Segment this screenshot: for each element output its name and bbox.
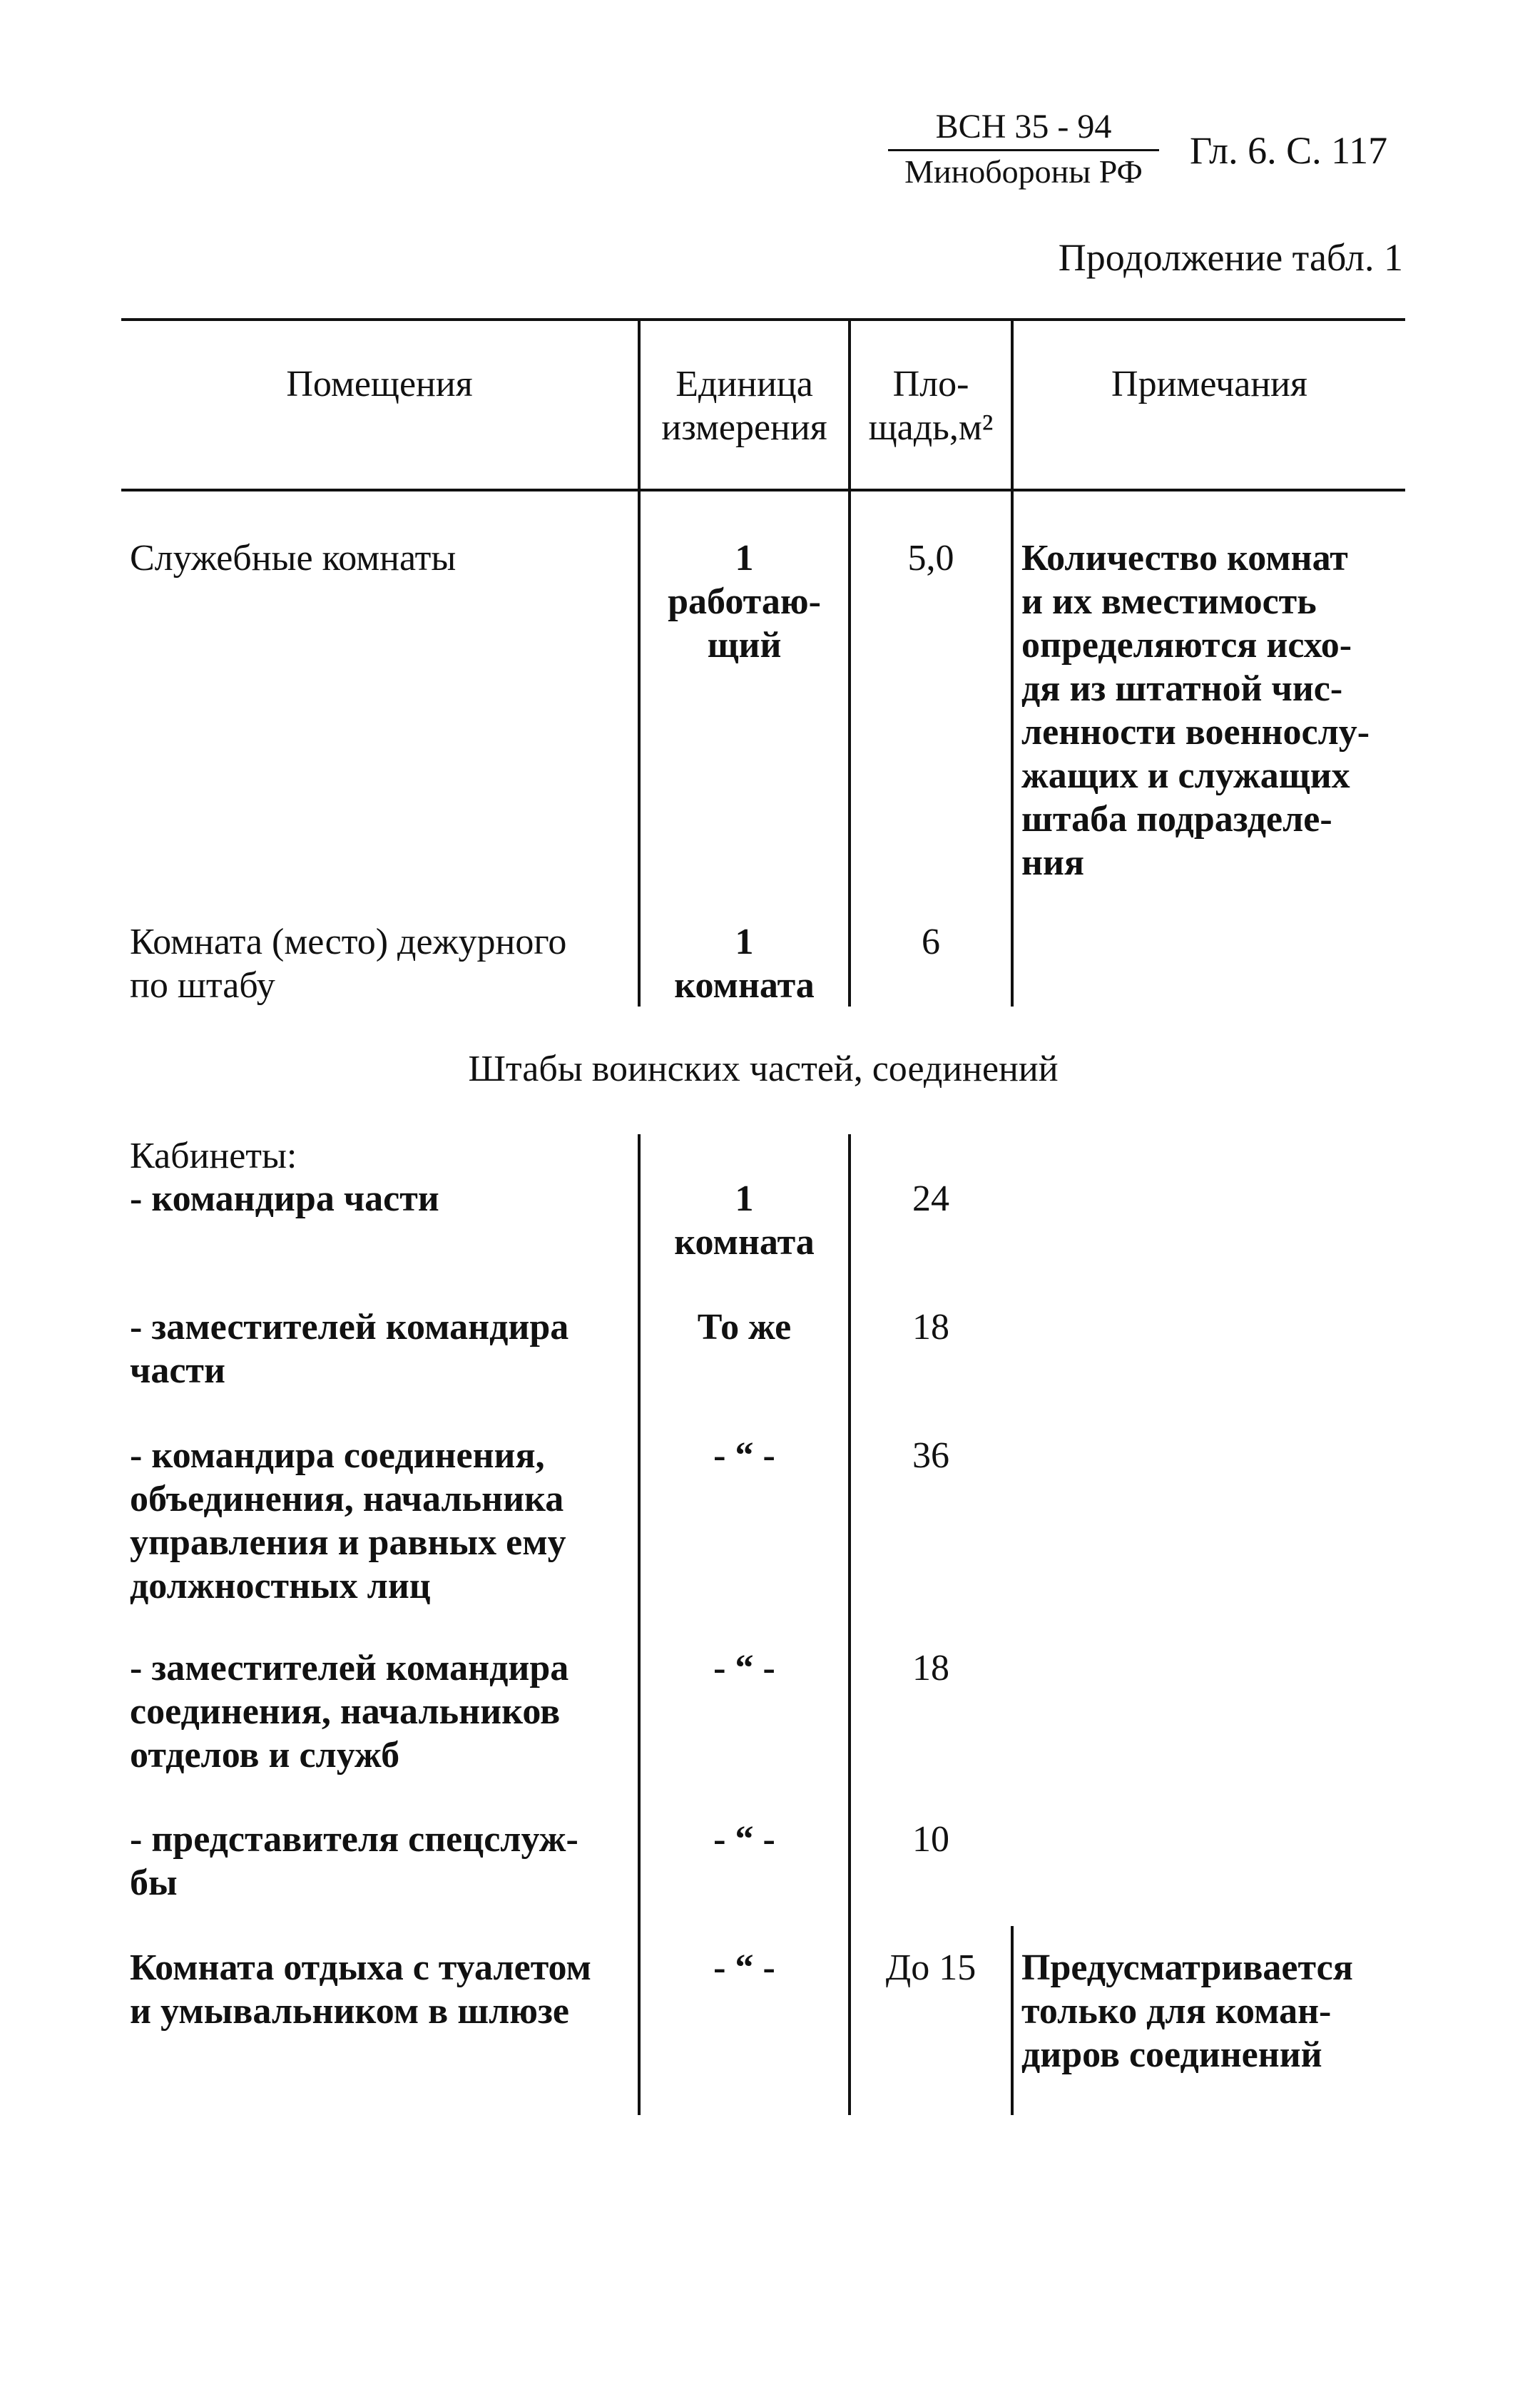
table-top-rule: [121, 318, 1405, 321]
row-unit: То же: [697, 1307, 792, 1348]
row-room: - командира соединения, объединения, начальника управления и равных ему должностных лиц: [130, 1435, 566, 1606]
page-reference: Гл. 6. С. 117: [1190, 129, 1388, 172]
row-unit: 1 комната: [674, 922, 815, 1006]
row-room: - заместителей командира соединения, начальников отделов и служб: [130, 1648, 569, 1776]
row-room: Служебные комнаты: [130, 538, 457, 579]
row-unit: 1 работаю- щий: [668, 538, 821, 666]
row-room: - представителя спецслуж- бы: [130, 1819, 578, 1903]
column-header-area: Пло- щадь,м²: [868, 364, 994, 448]
column-divider: [1011, 1926, 1014, 2115]
document-organization: Минобороны РФ: [904, 153, 1143, 190]
row-unit: - “ -: [713, 1947, 775, 1988]
row-unit: - “ -: [713, 1819, 775, 1860]
row-unit: 1 комната: [674, 1178, 815, 1263]
table-continuation-label: Продолжение табл. 1: [1058, 236, 1403, 279]
row-area: До 15: [885, 1947, 976, 1988]
row-area: 18: [912, 1648, 949, 1688]
row-room: Кабинеты:: [130, 1136, 297, 1176]
column-header-notes: Примечания: [1111, 364, 1307, 404]
section-title: Штабы воинских частей, соединений: [468, 1049, 1059, 1089]
row-area: 10: [912, 1819, 949, 1860]
row-area: 5,0: [907, 538, 954, 579]
document-code: ВСН 35 - 94: [935, 108, 1112, 146]
row-area: 6: [922, 922, 940, 962]
row-area: 24: [912, 1178, 949, 1219]
row-area: 18: [912, 1307, 949, 1348]
column-divider: [1011, 318, 1014, 1007]
header-divider: [888, 149, 1159, 151]
row-room: Комната отдыха с туалетом и умывальником в шлюзе: [130, 1947, 591, 2032]
column-header-rooms: Помещения: [286, 364, 473, 404]
row-area: 36: [912, 1435, 949, 1476]
row-room: - заместителей командира части: [130, 1307, 569, 1391]
row-unit: - “ -: [713, 1648, 775, 1688]
row-room: - командира части: [130, 1178, 439, 1219]
row-unit: - “ -: [713, 1435, 775, 1476]
row-note: Количество комнат и их вместимость определяются исхо- дя из штатной чис- ленности военнослу- жащих и служащих штаба подразделе- ния: [1021, 538, 1370, 883]
row-room: Комната (место) дежурного по штабу: [130, 922, 567, 1006]
table-header-rule: [121, 489, 1405, 491]
column-header-unit: Единица измерения: [661, 364, 827, 448]
row-note: Предусматривается только для коман- диров соединений: [1021, 1947, 1353, 2075]
